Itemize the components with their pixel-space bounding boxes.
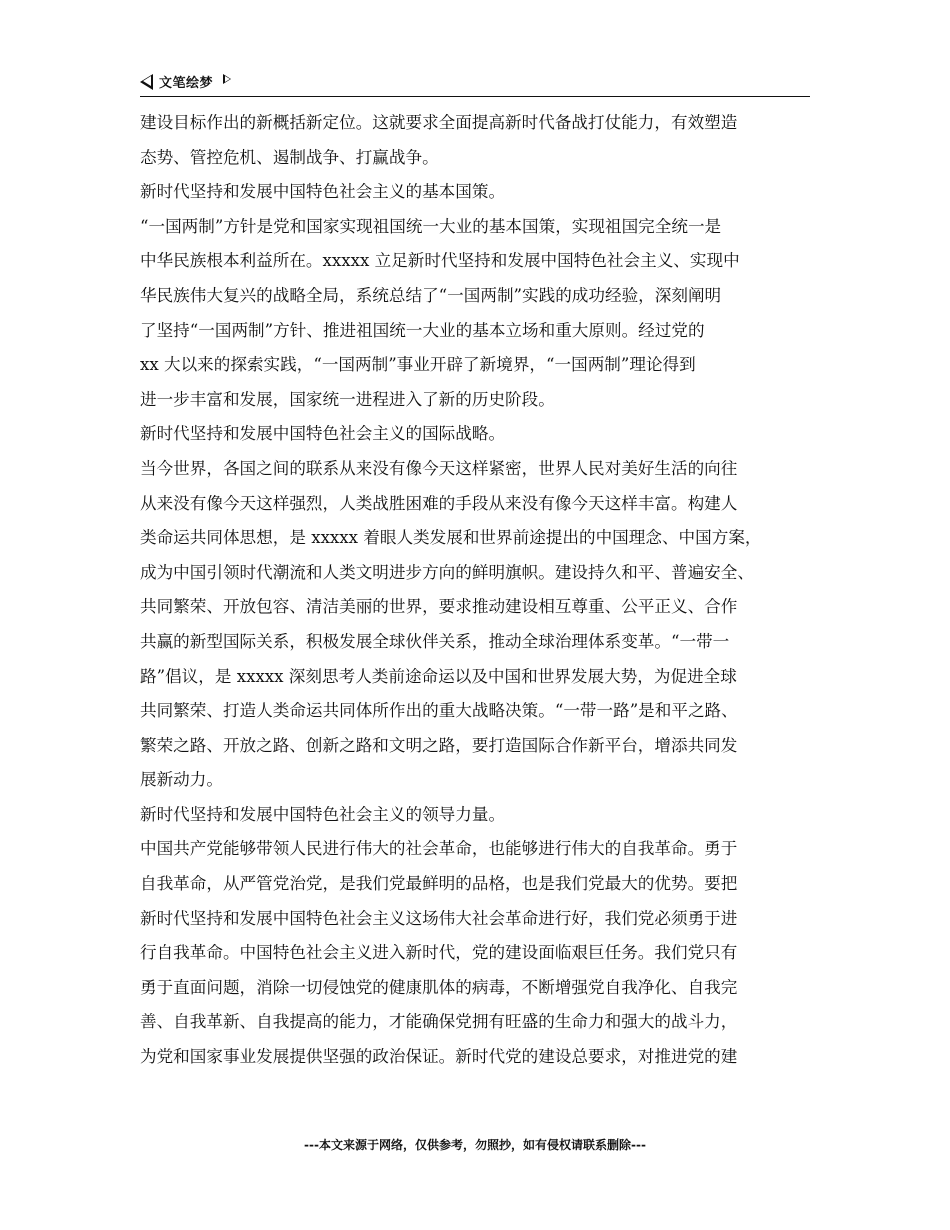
body-line: 华民族伟大复兴的战略全局，系统总结了“一国两制”实践的成功经验，深刻阐明 bbox=[140, 285, 722, 305]
body-line: 共同繁荣、打造人类命运共同体所作出的重大战略决策。“一带一路”是和平之路、 bbox=[140, 701, 738, 721]
body-line: 了坚持“一国两制”方针、推进祖国统一大业的基本立场和重大原则。经过党的 bbox=[140, 320, 705, 340]
page-footer: ---本文来源于网络，仅供参考，勿照抄，如有侵权请联系删除--- bbox=[304, 1138, 646, 1152]
body-line: 建设目标作出的新概括新定位。这就要求全面提高新时代备战打仗能力，有效塑造 bbox=[140, 113, 738, 132]
body-line: 繁荣之路、开放之路、创新之路和文明之路，要打造国际合作新平台，增添共同发 bbox=[140, 735, 738, 755]
document-body bbox=[140, 106, 820, 1075]
body-line: 行自我革命。中国特色社会主义进入新时代，党的建设面临艰巨任务。我们党只有 bbox=[140, 943, 738, 963]
body-line: 共赢的新型国际关系，积极发展全球伙伴关系，推动全球治理体系变革。“一带一 bbox=[140, 631, 730, 651]
body-line: 进一步丰富和发展，国家统一进程进入了新的历史阶段。 bbox=[140, 389, 555, 409]
body-line: 展新动力。 bbox=[140, 770, 223, 790]
body-line: 新时代坚持和发展中国特色社会主义这场伟大社会革命进行好，我们党必须勇于进 bbox=[140, 908, 738, 928]
section-heading: 新时代坚持和发展中国特色社会主义的国际战略。 bbox=[140, 424, 506, 444]
body-line: 中国共产党能够带领人民进行伟大的社会革命，也能够进行伟大的自我革命。勇于 bbox=[140, 839, 738, 859]
body-line: 类命运共同体思想，是 xxxxx 着眼人类发展和世界前途提出的中国理念、中国方案， bbox=[140, 528, 762, 548]
section-heading: 新时代坚持和发展中国特色社会主义的领导力量。 bbox=[140, 804, 506, 824]
header-title: 文笔绘梦 bbox=[159, 76, 214, 91]
body-line: 中华民族根本利益所在。xxxxx 立足新时代坚持和发展中国特色社会主义、实现中 bbox=[140, 251, 740, 271]
body-line: 路”倡议，是 xxxxx 深刻思考人类前途命运以及中国和世界发展大势，为促进全球 bbox=[140, 666, 737, 686]
section-heading: 新时代坚持和发展中国特色社会主义的基本国策。 bbox=[140, 182, 506, 202]
page-header bbox=[140, 70, 810, 97]
body-line: “一国两制”方针是党和国家实现祖国统一大业的基本国策，实现祖国完全统一是 bbox=[140, 216, 722, 236]
body-line: xx 大以来的探索实践，“一国两制”事业开辟了新境界，“一国两制”理论得到 bbox=[140, 355, 696, 375]
body-line: 自我革命，从严管党治党，是我们党最鲜明的品格，也是我们党最大的优势。要把 bbox=[140, 874, 738, 894]
body-line: 共同繁荣、开放包容、清洁美丽的世界，要求推动建设相互尊重、公平正义、合作 bbox=[140, 597, 738, 617]
body-line: 为党和国家事业发展提供坚强的政治保证。新时代党的建设总要求，对推进党的建 bbox=[140, 1047, 738, 1067]
triangle-right-icon bbox=[223, 74, 231, 84]
body-line: 态势、管控危机、遏制战争、打赢战争。 bbox=[140, 147, 439, 167]
triangle-left-icon bbox=[140, 74, 153, 90]
body-line: 勇于直面问题，消除一切侵蚀党的健康肌体的病毒，不断增强党自我净化、自我完 bbox=[140, 977, 738, 997]
body-line: 当今世界，各国之间的联系从来没有像今天这样紧密，世界人民对美好生活的向往 bbox=[140, 458, 738, 478]
body-line: 善、自我革新、自我提高的能力，才能确保党拥有旺盛的生命力和强大的战斗力， bbox=[140, 1012, 738, 1032]
body-line: 从来没有像今天这样强烈，人类战胜困难的手段从来没有像今天这样丰富。构建人 bbox=[140, 493, 738, 513]
header-brand bbox=[140, 72, 231, 91]
body-line: 成为中国引领时代潮流和人类文明进步方向的鲜明旗帜。建设持久和平、普遍安全、 bbox=[140, 562, 754, 582]
